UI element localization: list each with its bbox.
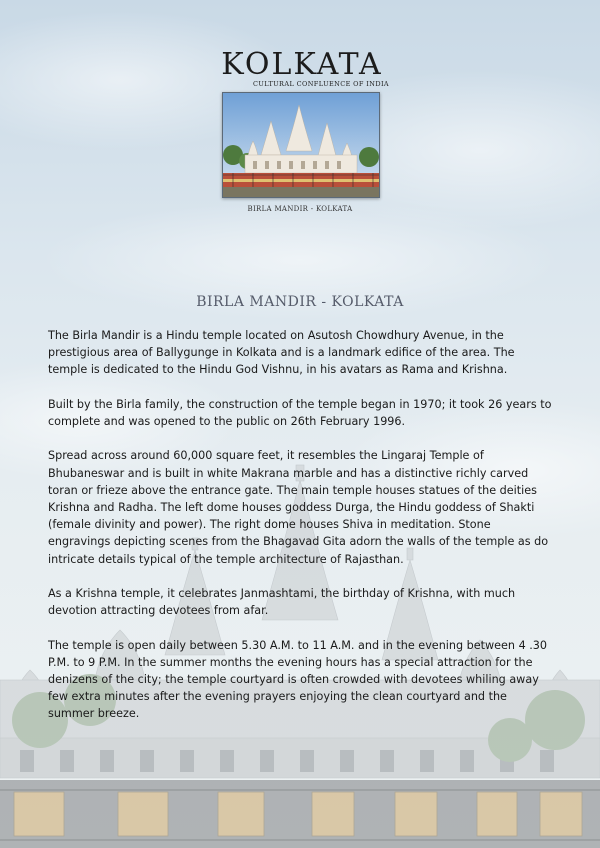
article-paragraph: Built by the Birla family, the construction of the temple began in 1970; it took 26 years to complete and was opened to the public on 26th February 1996. <box>48 397 552 428</box>
brand-title: KOLKATA <box>221 47 383 82</box>
temple-photo <box>222 92 380 198</box>
article-paragraph: Spread across around 60,000 square feet, it resembles the Lingaraj Temple of Bhubaneswar and is built in white Makrana marble and has a distinctive richly carved toran or frieze above the entrance gate. The main temple houses statues of the deities Krishna and Radha. The left dome houses goddess Durga, the Hindu goddess of Shakti (female divinity and power). The right dome houses Shiva in meditation. Stone engravings depicting scenes from the Bhagavad Gita adorn the walls of the temple as do intricate details typical of the temple architecture of Rajasthan. <box>48 449 549 566</box>
masthead <box>0 47 600 82</box>
article-paragraph: The temple is open daily between 5.30 A.M. to 11 A.M. and in the evening between 4 .30 P.M. to 9 P.M. In the summer months the evening hours has a special attraction for the denizens of the city; the temple courtyard is often crowded with devotees whiling away few extra minutes after the evening prayers enjoying the clean courtyard and the summer breeze. <box>48 638 548 721</box>
article-paragraph: As a Krishna temple, it celebrates Janmashtami, the birthday of Krishna, with much devotion attracting devotees from afar. <box>48 587 516 618</box>
article-title: BIRLA MANDIR - KOLKATA <box>196 294 404 310</box>
photo-caption: BIRLA MANDIR - KOLKATA <box>247 205 353 213</box>
article-body <box>48 327 554 740</box>
brand-tagline: CULTURAL CONFLUENCE OF INDIA <box>253 80 390 88</box>
article-paragraph: The Birla Mandir is a Hindu temple located on Asutosh Chowdhury Avenue, in the prestigious area of Ballygunge in Kolkata and is a landmark edifice of the area. The temple is dedicated to the Hindu God Vishnu, in his avatars as Rama and Krishna. <box>48 329 515 377</box>
temple-photo-illustration <box>223 93 379 197</box>
